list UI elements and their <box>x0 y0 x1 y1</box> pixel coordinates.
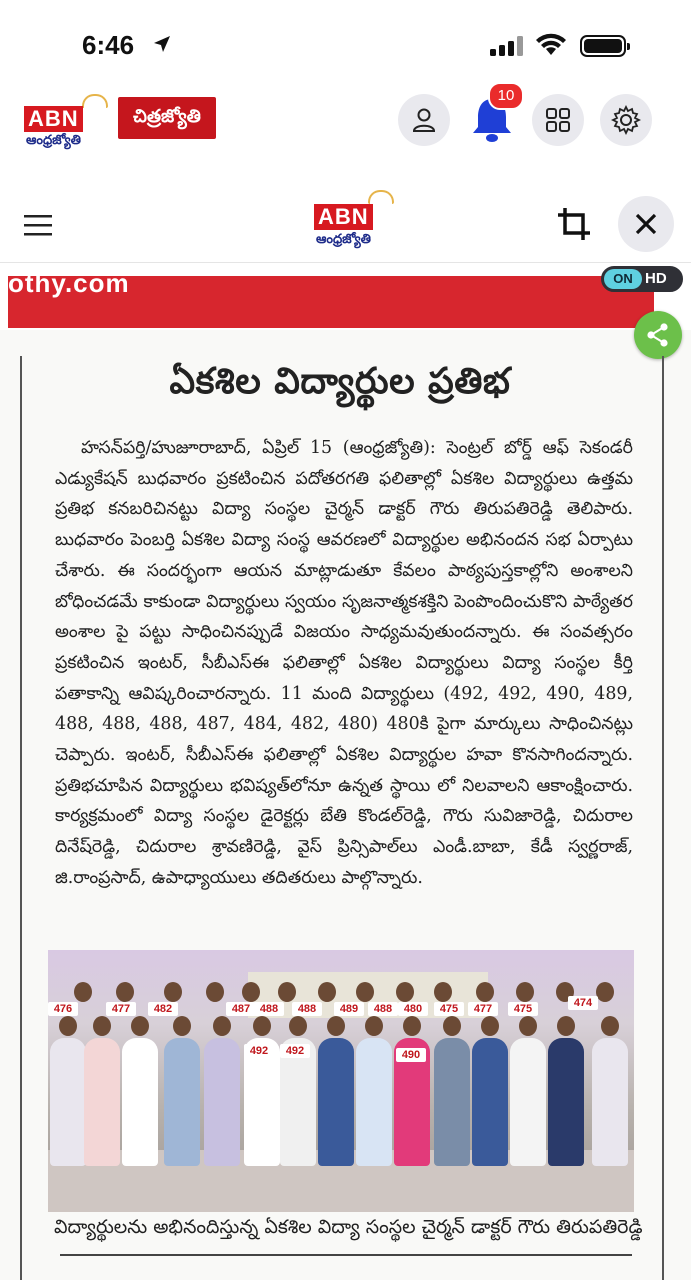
location-arrow-icon <box>152 34 172 54</box>
person-head <box>519 1016 537 1036</box>
person-head <box>289 1016 307 1036</box>
person-head <box>116 982 134 1002</box>
person-head <box>164 982 182 1002</box>
share-button[interactable] <box>634 311 682 359</box>
caption-rule <box>60 1254 632 1256</box>
person <box>548 1038 584 1166</box>
clip-url-text: othy.com <box>8 268 130 298</box>
cellular-signal-icon <box>490 36 524 56</box>
person <box>510 1038 546 1166</box>
profile-button[interactable] <box>398 94 450 146</box>
abn-logo-text: ABN <box>24 106 83 132</box>
hd-on-label: ON <box>604 269 642 289</box>
score-placard: 475 <box>434 1002 464 1016</box>
person-head <box>443 1016 461 1036</box>
photo-caption: విద్యార్థులను అభినందిస్తున్న ఏకశిల విద్యా సంస్థల చైర్మన్ డాక్టర్ గౌరు తిరుపతిరెడ్డి <box>54 1216 643 1238</box>
person <box>204 1038 240 1166</box>
person <box>592 1038 628 1166</box>
person-head <box>365 1016 383 1036</box>
clip-header-bar <box>8 268 654 328</box>
person-head <box>206 982 224 1002</box>
score-placard: 492 <box>280 1044 310 1058</box>
person-head <box>74 982 92 1002</box>
score-placard: 476 <box>48 1002 78 1016</box>
score-placard: 488 <box>254 1002 284 1016</box>
share-icon <box>645 322 671 348</box>
score-placard: 475 <box>508 1002 538 1016</box>
score-placard: 489 <box>334 1002 364 1016</box>
person-head <box>253 1016 271 1036</box>
notification-badge: 10 <box>488 82 524 110</box>
apps-grid-button[interactable] <box>532 94 584 146</box>
person <box>84 1038 120 1166</box>
person-head <box>131 1016 149 1036</box>
person <box>50 1038 86 1166</box>
score-placard: 488 <box>368 1002 398 1016</box>
person-head <box>403 1016 421 1036</box>
status-bar <box>0 0 691 90</box>
person-head <box>278 982 296 1002</box>
article-headline: ఏకశిల విద్యార్థుల ప్రతిభ <box>169 360 511 402</box>
article-body <box>55 433 633 894</box>
close-icon <box>634 212 658 236</box>
article-paragraph: హసన్‌పర్తి/హుజూరాబాద్, ఏప్రిల్ 15 (ఆంధ్రజ్యోతి): సెంట్రల్ బోర్డ్ ఆఫ్ సెకండరీ ఎడ్యుకేషన్ బుధవారం ప్రకటించిన పదోతరగతి ఫలితాల్లో ఏకశిల విద్యార్థులు ఉత్తమ ప్రతిభ కనబరిచినట్టు విద్యా సంస్థల చైర్మన్ డాక్టర్ గౌరు తిరుపతిరెడ్డి తెలిపారు. బుధవారం పెంబర్తి ఏకశిల విద్యా సంస్థ ఆవరణలో విద్యార్థుల అభినందన సభ ఏర్పాటు చేశారు. ఈ సందర్భంగా ఆయన మాట్లాడుతూ కేవలం పాఠ్యపుస్తకాల్లోని అంశాలని బోధించడమే కాకుండా విద్యార్థులు స్వయం సృజనాత్మకశక్తిని పెంపొందించుకొని పాఠ్యేతర అంశాల పై పట్టు సాధించినప్పుడే విజయం సాధ్యమవుతుందన్నారు. ఈ సంవత్సరం ప్రకటించిన ఇంటర్, సీబీఎస్ఈ ఫలితాల్లో ఏకశిల విద్యార్థులు విద్యా సంస్థల కీర్తి పతాకాన్ని ఆవిష్కరించారన్నారు. 11 మంది విద్యార్థులు (492, 492, 490, 489, 488, 488, 488, 487, 484, 482, 480) 480కి పైగా మార్కులు సాధించినట్లు చెప్పారు. ఇంటర్, సీబీఎస్ఈ ఫలితాల్లో ఏకశిల విద్యార్థుల హవా కొనసాగిందన్నారు. ప్రతిభచూపిన విద్యార్థులు భవిష్యత్‌లోనూ ఉన్నత స్థాయి లో నిలవాలని ఆకాంక్షించారు. కార్యక్రమంలో విద్యా సంస్థల డైరెక్టర్లు బేతి కొండల్‌రెడ్డి, గౌరు సువిజారెడ్డి, చిదురాల దినేష్‌రెడ్డి, చిదురాల శ్రావణిరెడ్డి, వైస్ ప్రిన్సిపాల్‌లు ఎండీ.బాబా, కేడీ స్వర్ణరాజ్, జి.రాంప్రసాద్, ఉపాధ్యాయులు తదితరులు పాల్గొన్నారు. <box>55 438 633 888</box>
crown-icon <box>368 190 394 204</box>
app-header <box>0 80 691 160</box>
settings-button[interactable] <box>600 94 652 146</box>
abn-andhrajyothy-logo[interactable] <box>24 100 110 152</box>
grid-icon <box>544 106 572 134</box>
close-button[interactable] <box>618 196 674 252</box>
viewer-toolbar <box>0 190 691 262</box>
person-head <box>318 982 336 1002</box>
article-photo <box>48 950 634 1212</box>
person-head <box>601 1016 619 1036</box>
hd-toggle[interactable] <box>601 266 683 292</box>
person-head <box>596 982 614 1002</box>
person-head <box>93 1016 111 1036</box>
person-head <box>59 1016 77 1036</box>
crown-icon <box>82 94 108 108</box>
person-head <box>557 1016 575 1036</box>
user-icon <box>410 106 438 134</box>
column-rule-right <box>662 356 664 1280</box>
score-placard: 490 <box>396 1048 426 1062</box>
chitrajyothy-logo[interactable]: చిత్రజ్యోతి <box>118 97 216 139</box>
score-placard: 480 <box>398 1002 428 1016</box>
toolbar-divider <box>0 262 691 263</box>
score-placard: 477 <box>106 1002 136 1016</box>
person-head <box>327 1016 345 1036</box>
person-head <box>173 1016 191 1036</box>
person-head <box>434 982 452 1002</box>
person-head <box>516 982 534 1002</box>
gear-icon <box>611 105 641 135</box>
status-time: 6:46 <box>82 30 135 60</box>
score-placard: 492 <box>244 1044 274 1058</box>
center-logo-text: ABN <box>314 204 373 230</box>
score-placard: 474 <box>568 996 598 1010</box>
center-logo-subtitle: ఆంధ్రజ్యోతి <box>316 232 371 247</box>
person-head <box>213 1016 231 1036</box>
person <box>356 1038 392 1166</box>
person-head <box>476 982 494 1002</box>
wifi-icon <box>535 33 567 57</box>
hd-label: HD <box>645 270 667 287</box>
person <box>318 1038 354 1166</box>
person-head <box>356 982 374 1002</box>
score-placard: 477 <box>468 1002 498 1016</box>
battery-icon <box>580 35 626 57</box>
person <box>122 1038 158 1166</box>
person <box>472 1038 508 1166</box>
column-rule-left <box>20 356 22 1280</box>
person-head <box>396 982 414 1002</box>
score-placard: 482 <box>148 1002 178 1016</box>
person <box>434 1038 470 1166</box>
crop-icon[interactable] <box>556 206 592 242</box>
person-head <box>481 1016 499 1036</box>
score-placard: 487 <box>226 1002 256 1016</box>
person-head <box>242 982 260 1002</box>
score-placard: 488 <box>292 1002 322 1016</box>
center-abn-logo <box>314 192 398 252</box>
person <box>164 1038 200 1166</box>
hamburger-menu-icon[interactable] <box>24 214 52 236</box>
abn-logo-subtitle: ఆంధ్రజ్యోతి <box>26 133 81 148</box>
